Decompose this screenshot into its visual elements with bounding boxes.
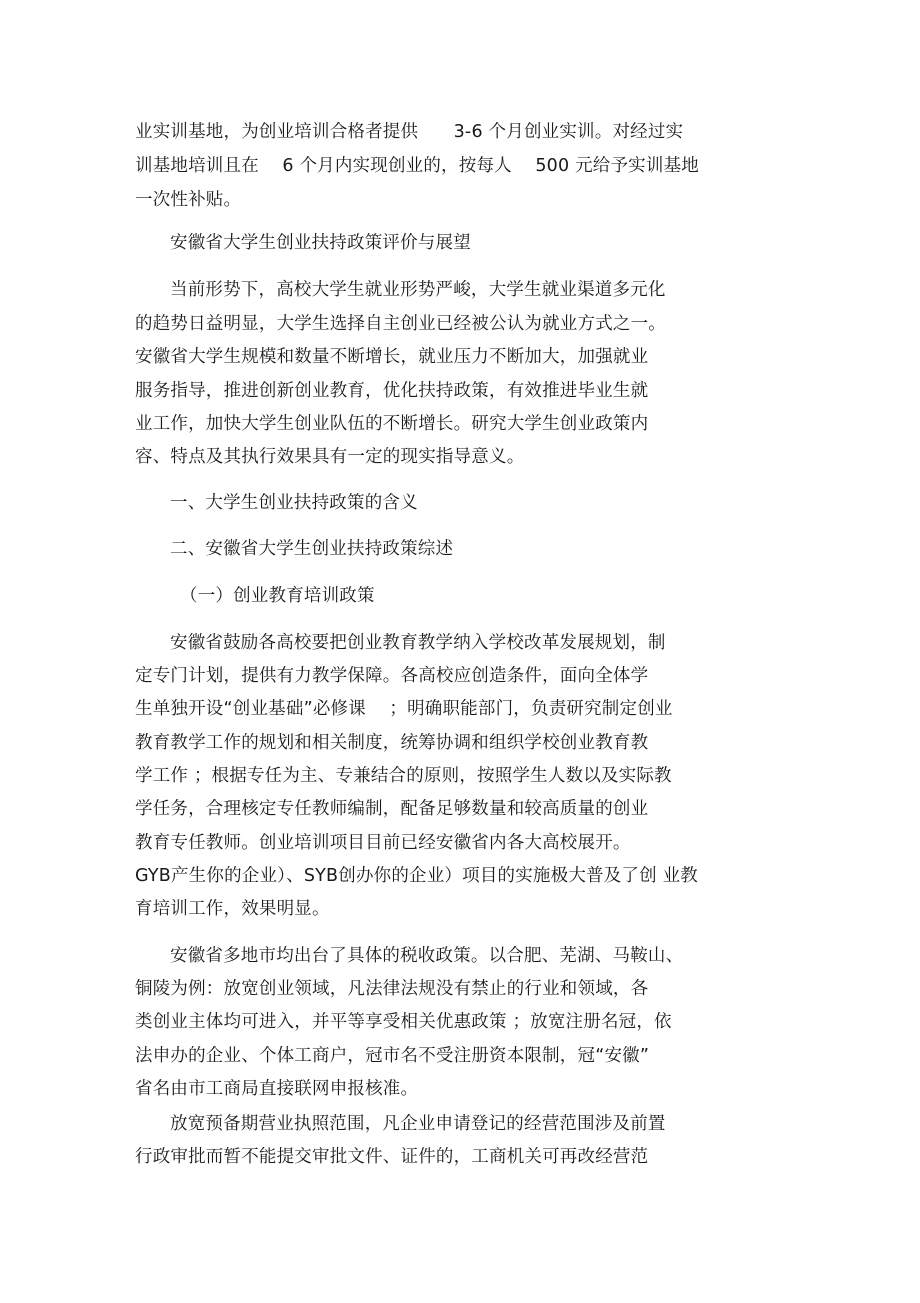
section-heading-1: 一、大学生创业扶持政策的含义	[170, 493, 418, 513]
paragraph-1-line-1: 业实训基地，为创业培训合格者提供 3-6 个月创业实训。对经过实	[135, 122, 684, 142]
paragraph-2-line-3: 安徽省大学生规模和数量不断增长，就业压力不断加大，加强就业	[135, 347, 649, 367]
paragraph-3-line-2: 定专门计划，提供有力教学保障。各高校应创造条件，面向全体学	[135, 666, 649, 686]
paragraph-4-line-5: 省名由市工商局直接联网申报核准。	[135, 1079, 419, 1099]
paragraph-3-line-9: 育培训工作，效果明显。	[135, 899, 330, 919]
paragraph-5-line-2: 行政审批而暂不能提交审批文件、证件的，工商机关可再改经营范	[135, 1147, 649, 1167]
heading-main: 安徽省大学生创业扶持政策评价与展望	[170, 233, 471, 253]
paragraph-4-line-2: 铜陵为例：放宽创业领域，凡法律法规没有禁止的行业和领域，各	[135, 979, 649, 999]
paragraph-4-line-3: 类创业主体均可进入，并平等享受相关优惠政策 ；放宽注册名冠，依	[135, 1012, 672, 1032]
paragraph-2-line-2: 的趋势日益明显，大学生选择自主创业已经被公认为就业方式之一。	[135, 314, 666, 334]
paragraph-2-line-5: 业工作，加快大学生创业队伍的不断增长。研究大学生创业政策内	[135, 414, 649, 434]
paragraph-3-line-6: 学任务，合理核定专任教师编制，配备足够数量和较高质量的创业	[135, 799, 649, 819]
paragraph-4-line-1: 安徽省多地市均出台了具体的税收政策。以合肥、芜湖、马鞍山、	[170, 946, 684, 966]
subsection-heading-1: （一）创业教育培训政策	[180, 586, 375, 606]
section-heading-2: 二、安徽省大学生创业扶持政策综述	[170, 539, 454, 559]
paragraph-3-line-8: GYB产生你的企业）、SYB创办你的企业）项目的实施极大普及了创 业教	[135, 866, 698, 886]
paragraph-3-line-5: 学工作 ；根据专任为主、专兼结合的原则，按照学生人数以及实际教	[135, 766, 672, 786]
paragraph-3-line-7: 教育专任教师。创业培训项目目前已经安徽省内各大高校展开。	[135, 833, 631, 853]
paragraph-1-line-2: 训基地培训且在 6 个月内实现创业的，按每人 500 元给予实训基地	[135, 156, 699, 176]
paragraph-2-line-4: 服务指导，推进创新创业教育，优化扶持政策，有效推进毕业生就	[135, 381, 649, 401]
paragraph-3-line-4: 教育教学工作的规划和相关制度，统筹协调和组织学校创业教育教	[135, 733, 649, 753]
paragraph-4-line-4: 法申办的企业、个体工商户，冠市名不受注册资本限制，冠“安徽”	[135, 1046, 650, 1066]
paragraph-2-line-1: 当前形势下，高校大学生就业形势严峻，大学生就业渠道多元化	[170, 280, 666, 300]
paragraph-3-line-1: 安徽省鼓励各高校要把创业教育教学纳入学校改革发展规划，制	[170, 633, 666, 653]
paragraph-5-line-1: 放宽预备期营业执照范围，凡企业申请登记的经营范围涉及前置	[170, 1114, 666, 1134]
paragraph-1-line-3: 一次性补贴。	[135, 190, 242, 210]
paragraph-2-line-6: 容、特点及其执行效果具有一定的现实指导意义。	[135, 447, 525, 467]
paragraph-3-line-3: 生单独开设“创业基础”必修课 ；明确职能部门，负责研究制定创业	[135, 699, 673, 719]
